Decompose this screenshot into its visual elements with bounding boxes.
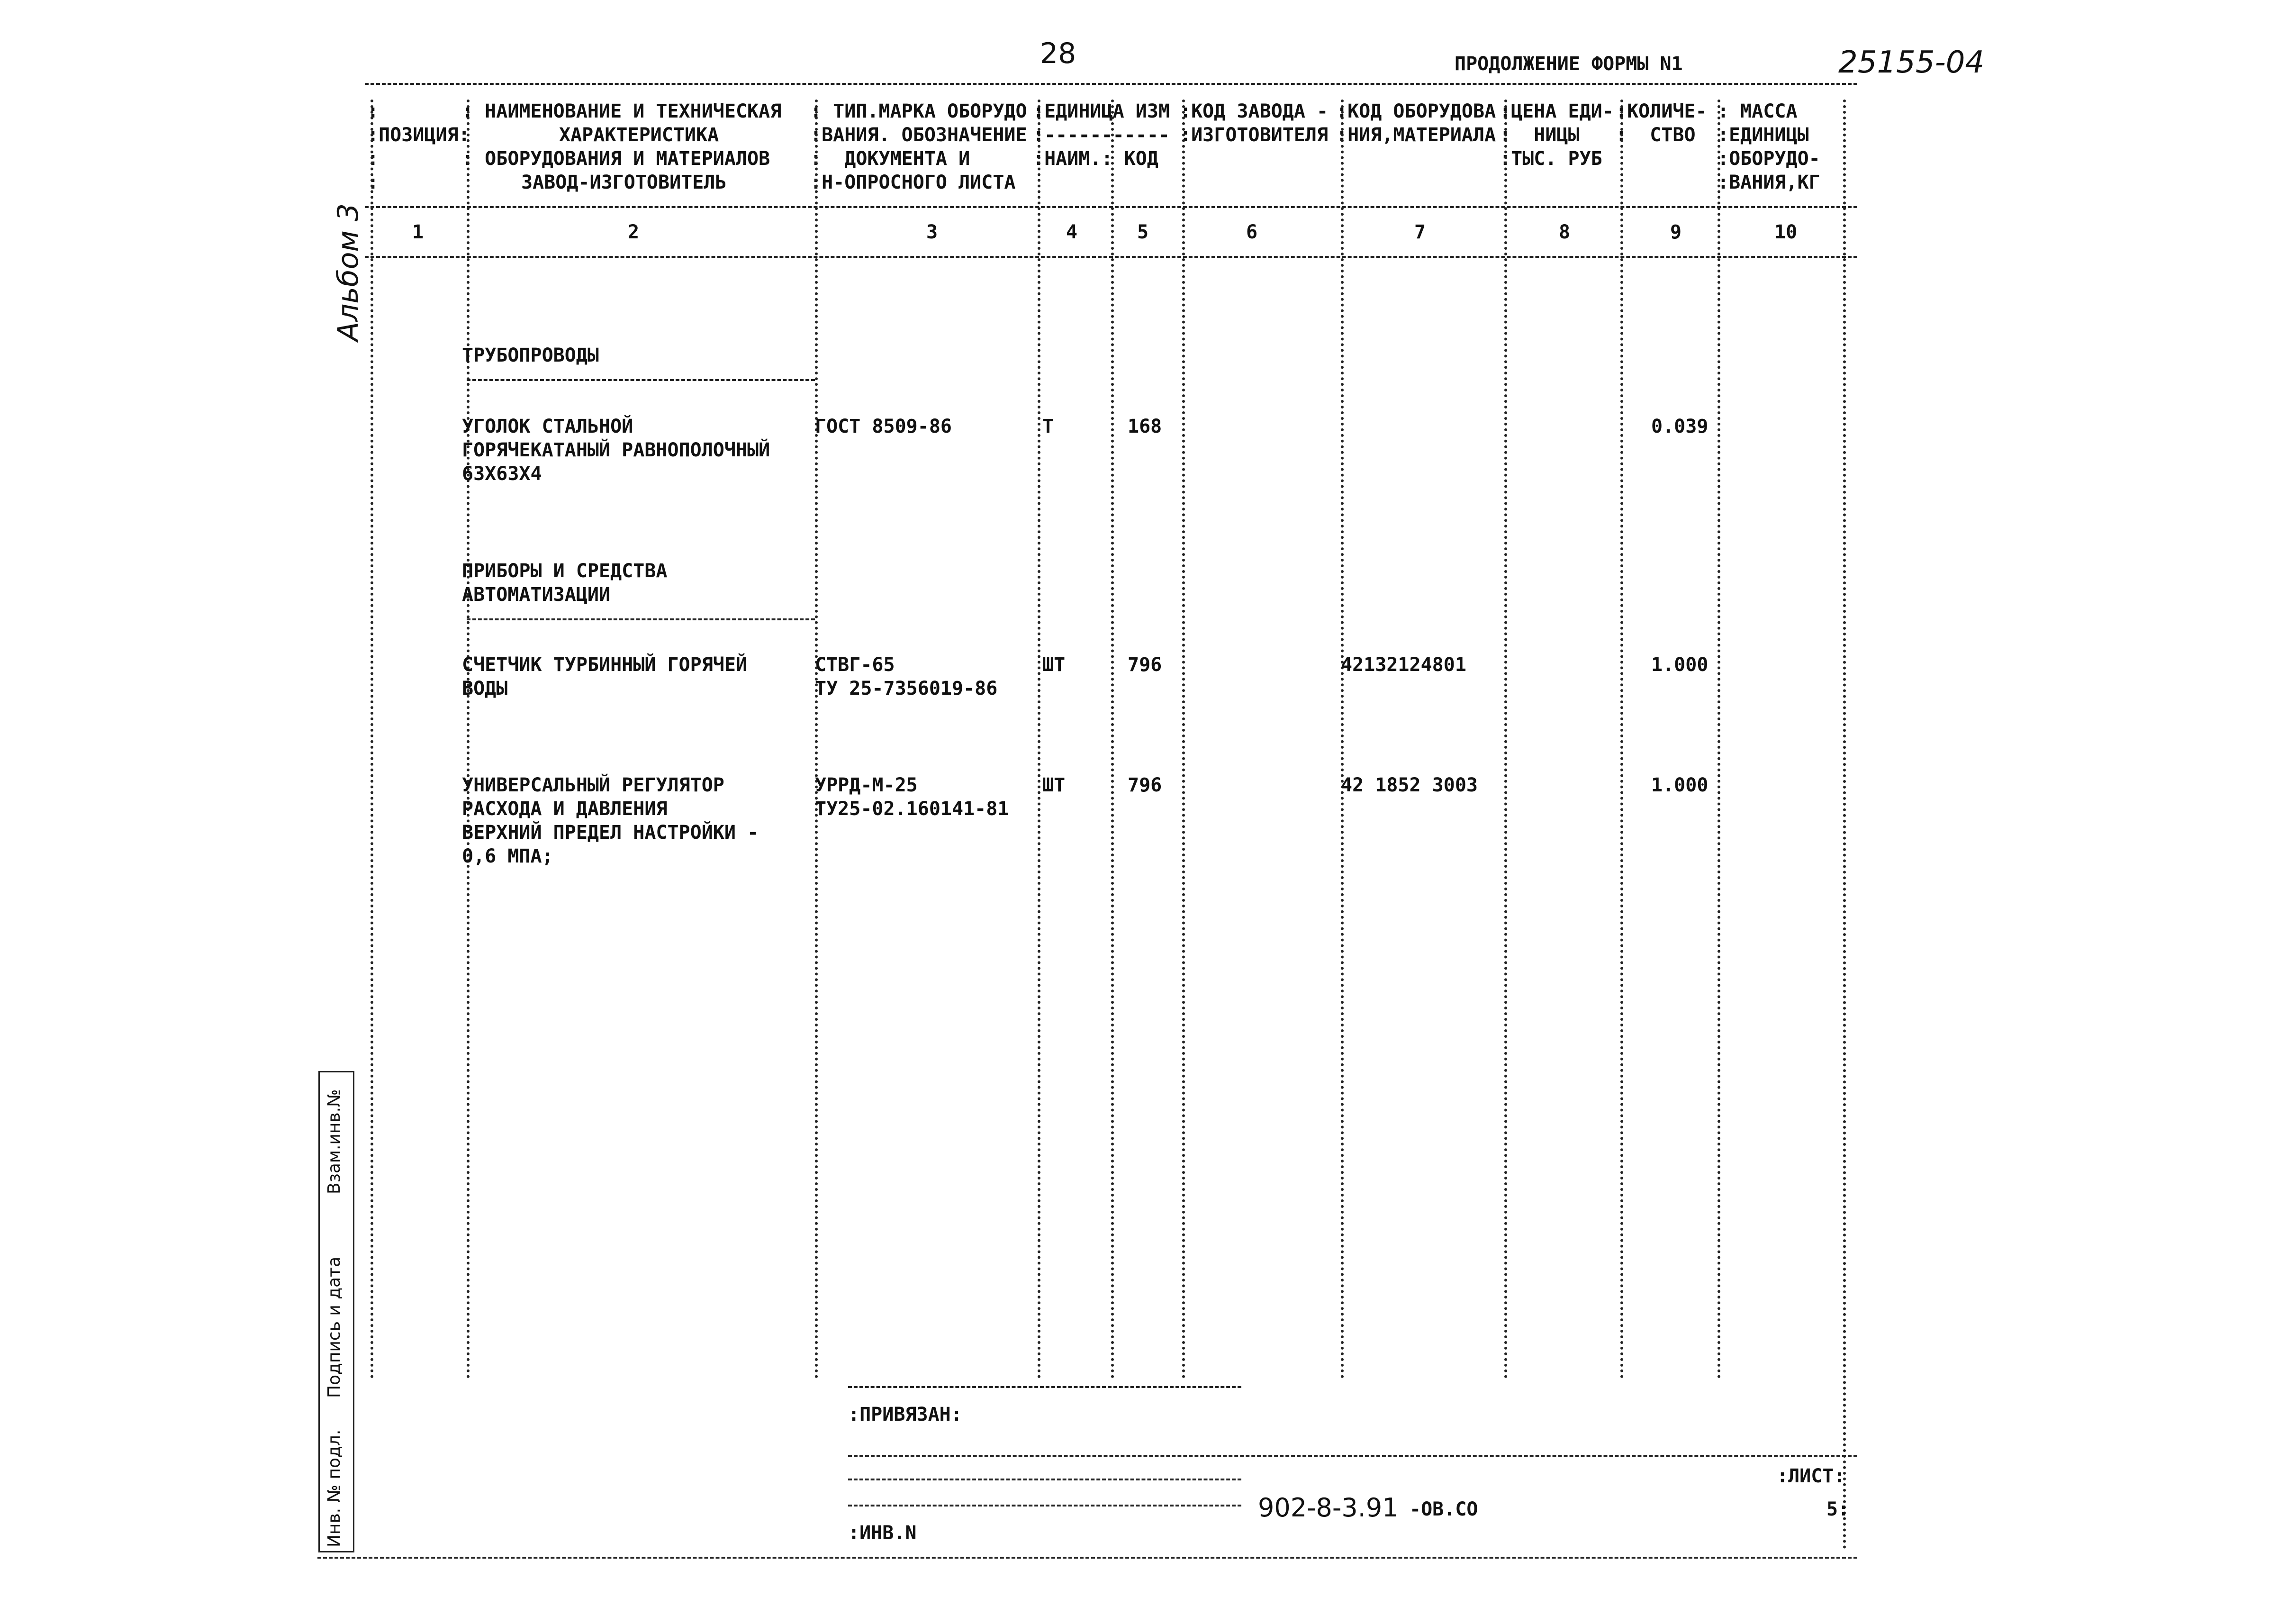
column-separator [1182,100,1185,1379]
header-line: :ИЗГОТОВИТЕЛЯ [1180,124,1329,146]
side-label-replace-inv: Взам.инв.№ [325,1089,344,1194]
column-separator [815,100,818,1379]
section-underline [467,379,815,381]
column-number: 2 [628,221,640,243]
cell-type: ГОСТ 8509-86 [815,416,952,437]
stamp-attached-label: :ПРИВЯЗАН: [848,1404,962,1425]
stamp-doc-suffix: -ОВ.СО [1410,1498,1478,1520]
header-line: : НИЦЫ [1500,124,1580,146]
header-line: : [367,148,379,170]
side-label-inv-orig: Инв. № подл. [325,1429,344,1547]
column-separator [1341,100,1344,1379]
header-line: :ТЫС. РУБ [1500,148,1602,170]
column-number: 4 [1066,221,1078,243]
column-number: 8 [1559,221,1571,243]
cell-name: УГОЛОК СТАЛЬНОЙ ГОРЯЧЕКАТАНЫЙ РАВНОПОЛОЧНЫЙ 63Х63Х4 [462,416,770,485]
header-line: :КОД ОБОРУДОВА [1336,100,1496,122]
top-rule [365,83,1857,85]
stamp-sheet-label: :ЛИСТ: [1777,1465,1845,1487]
cell-equip: 42 1852 3003 [1341,774,1478,796]
header-line: : СТВО [1616,124,1696,146]
header-line: :ВАНИЯ,КГ [1717,172,1820,193]
cell-unit: Т [1042,416,1054,437]
stamp-sheet-number: 5: [1826,1498,1850,1520]
cell-type: СТВГ-65 ТУ 25-7356019-86 [815,654,998,699]
header-line: : [367,100,379,122]
header-line: :----------- [1033,124,1170,146]
header-line: :Н-ОПРОСНОГО ЛИСТА [810,172,1016,193]
column-separator [1504,100,1507,1379]
column-number: 10 [1774,221,1798,243]
stamp-doc-code: 902-8-3.91 [1258,1493,1399,1523]
cell-name: СЧЕТЧИК ТУРБИННЫЙ ГОРЯЧЕЙ ВОДЫ [462,654,748,699]
column-separator [1843,100,1846,1550]
form-title: ПРОДОЛЖЕНИЕ ФОРМЫ N1 [1455,53,1683,75]
page-number: 28 [1040,37,1076,70]
header-line: : ДОКУМЕНТА И [810,148,970,170]
header-line: : МАССА [1717,100,1798,122]
header-line: : НАИМЕНОВАНИЕ И ТЕХНИЧЕСКАЯ [462,100,782,122]
header-line: ХАРАКТЕРИСТИКА [559,124,719,146]
cell-unit: ШТ [1042,654,1066,676]
header-line: :ВАНИЯ. ОБОЗНАЧЕНИЕ [810,124,1027,146]
header-line: :ЦЕНА ЕДИ- [1500,100,1614,122]
stamp-rule [848,1479,1241,1480]
cell-qty: 1.000 [1651,654,1708,676]
bottom-rule [317,1557,1857,1559]
header-line: :ЕДИНИЦЫ [1717,124,1809,146]
column-number: 3 [926,221,938,243]
column-number: 9 [1670,221,1682,243]
section-title-instruments: ПРИБОРЫ И СРЕДСТВА АВТОМАТИЗАЦИИ [462,560,668,606]
header-line: : ОБОРУДОВАНИЯ И МАТЕРИАЛОВ [462,148,770,170]
cell-code: 796 [1128,654,1162,676]
handwritten-code: 25155-04 [1838,45,1985,80]
column-number: 1 [412,221,424,243]
cell-qty: 0.039 [1651,416,1708,437]
header-line: :ЕДИНИЦА ИЗМ [1033,100,1170,122]
stamp-rule [848,1505,1241,1506]
cell-code: 168 [1128,416,1162,437]
header-line: :НИЯ,МАТЕРИАЛА [1336,124,1496,146]
cell-qty: 1.000 [1651,774,1708,796]
cell-unit: ШТ [1042,774,1066,796]
column-separator [1717,100,1720,1379]
section-title-pipelines: ТРУБОПРОВОДЫ [462,345,599,366]
column-separator [371,100,373,1379]
header-line: :ОБОРУДО- [1717,148,1820,170]
column-separator [1620,100,1623,1379]
stamp-top-rule [848,1386,1241,1388]
header-line: : [367,172,379,193]
header-line: :ПОЗИЦИЯ: [367,124,470,146]
stamp-inv-label: :ИНВ.N [848,1522,917,1544]
column-number: 5 [1137,221,1149,243]
header-line: ЗАВОД-ИЗГОТОВИТЕЛЬ [521,172,727,193]
side-label-signature-date: Подпись и дата [325,1256,344,1398]
cell-code: 796 [1128,774,1162,796]
album-label: Альбом 3 [332,203,365,341]
header-line: :КОЛИЧЕ- [1616,100,1707,122]
column-separator [467,100,470,1379]
header-line: : ТИП.МАРКА ОБОРУДО [810,100,1027,122]
cell-type: УРРД-М-25 ТУ25-02.160141-81 [815,774,1009,820]
column-number: 7 [1414,221,1426,243]
cell-name: УНИВЕРСАЛЬНЫЙ РЕГУЛЯТОР РАСХОДА И ДАВЛЕНИЯ ВЕРХНИЙ ПРЕДЕЛ НАСТРОЙКИ - 0,6 МПА; [462,774,759,867]
column-number: 6 [1246,221,1258,243]
header-line: :НАИМ.: КОД [1033,148,1158,170]
column-separator [1111,100,1114,1379]
header-line: :КОД ЗАВОДА - [1180,100,1329,122]
stamp-rule [848,1455,1857,1457]
column-separator [1038,100,1040,1379]
section-underline [467,618,815,620]
cell-equip: 42132124801 [1341,654,1466,676]
